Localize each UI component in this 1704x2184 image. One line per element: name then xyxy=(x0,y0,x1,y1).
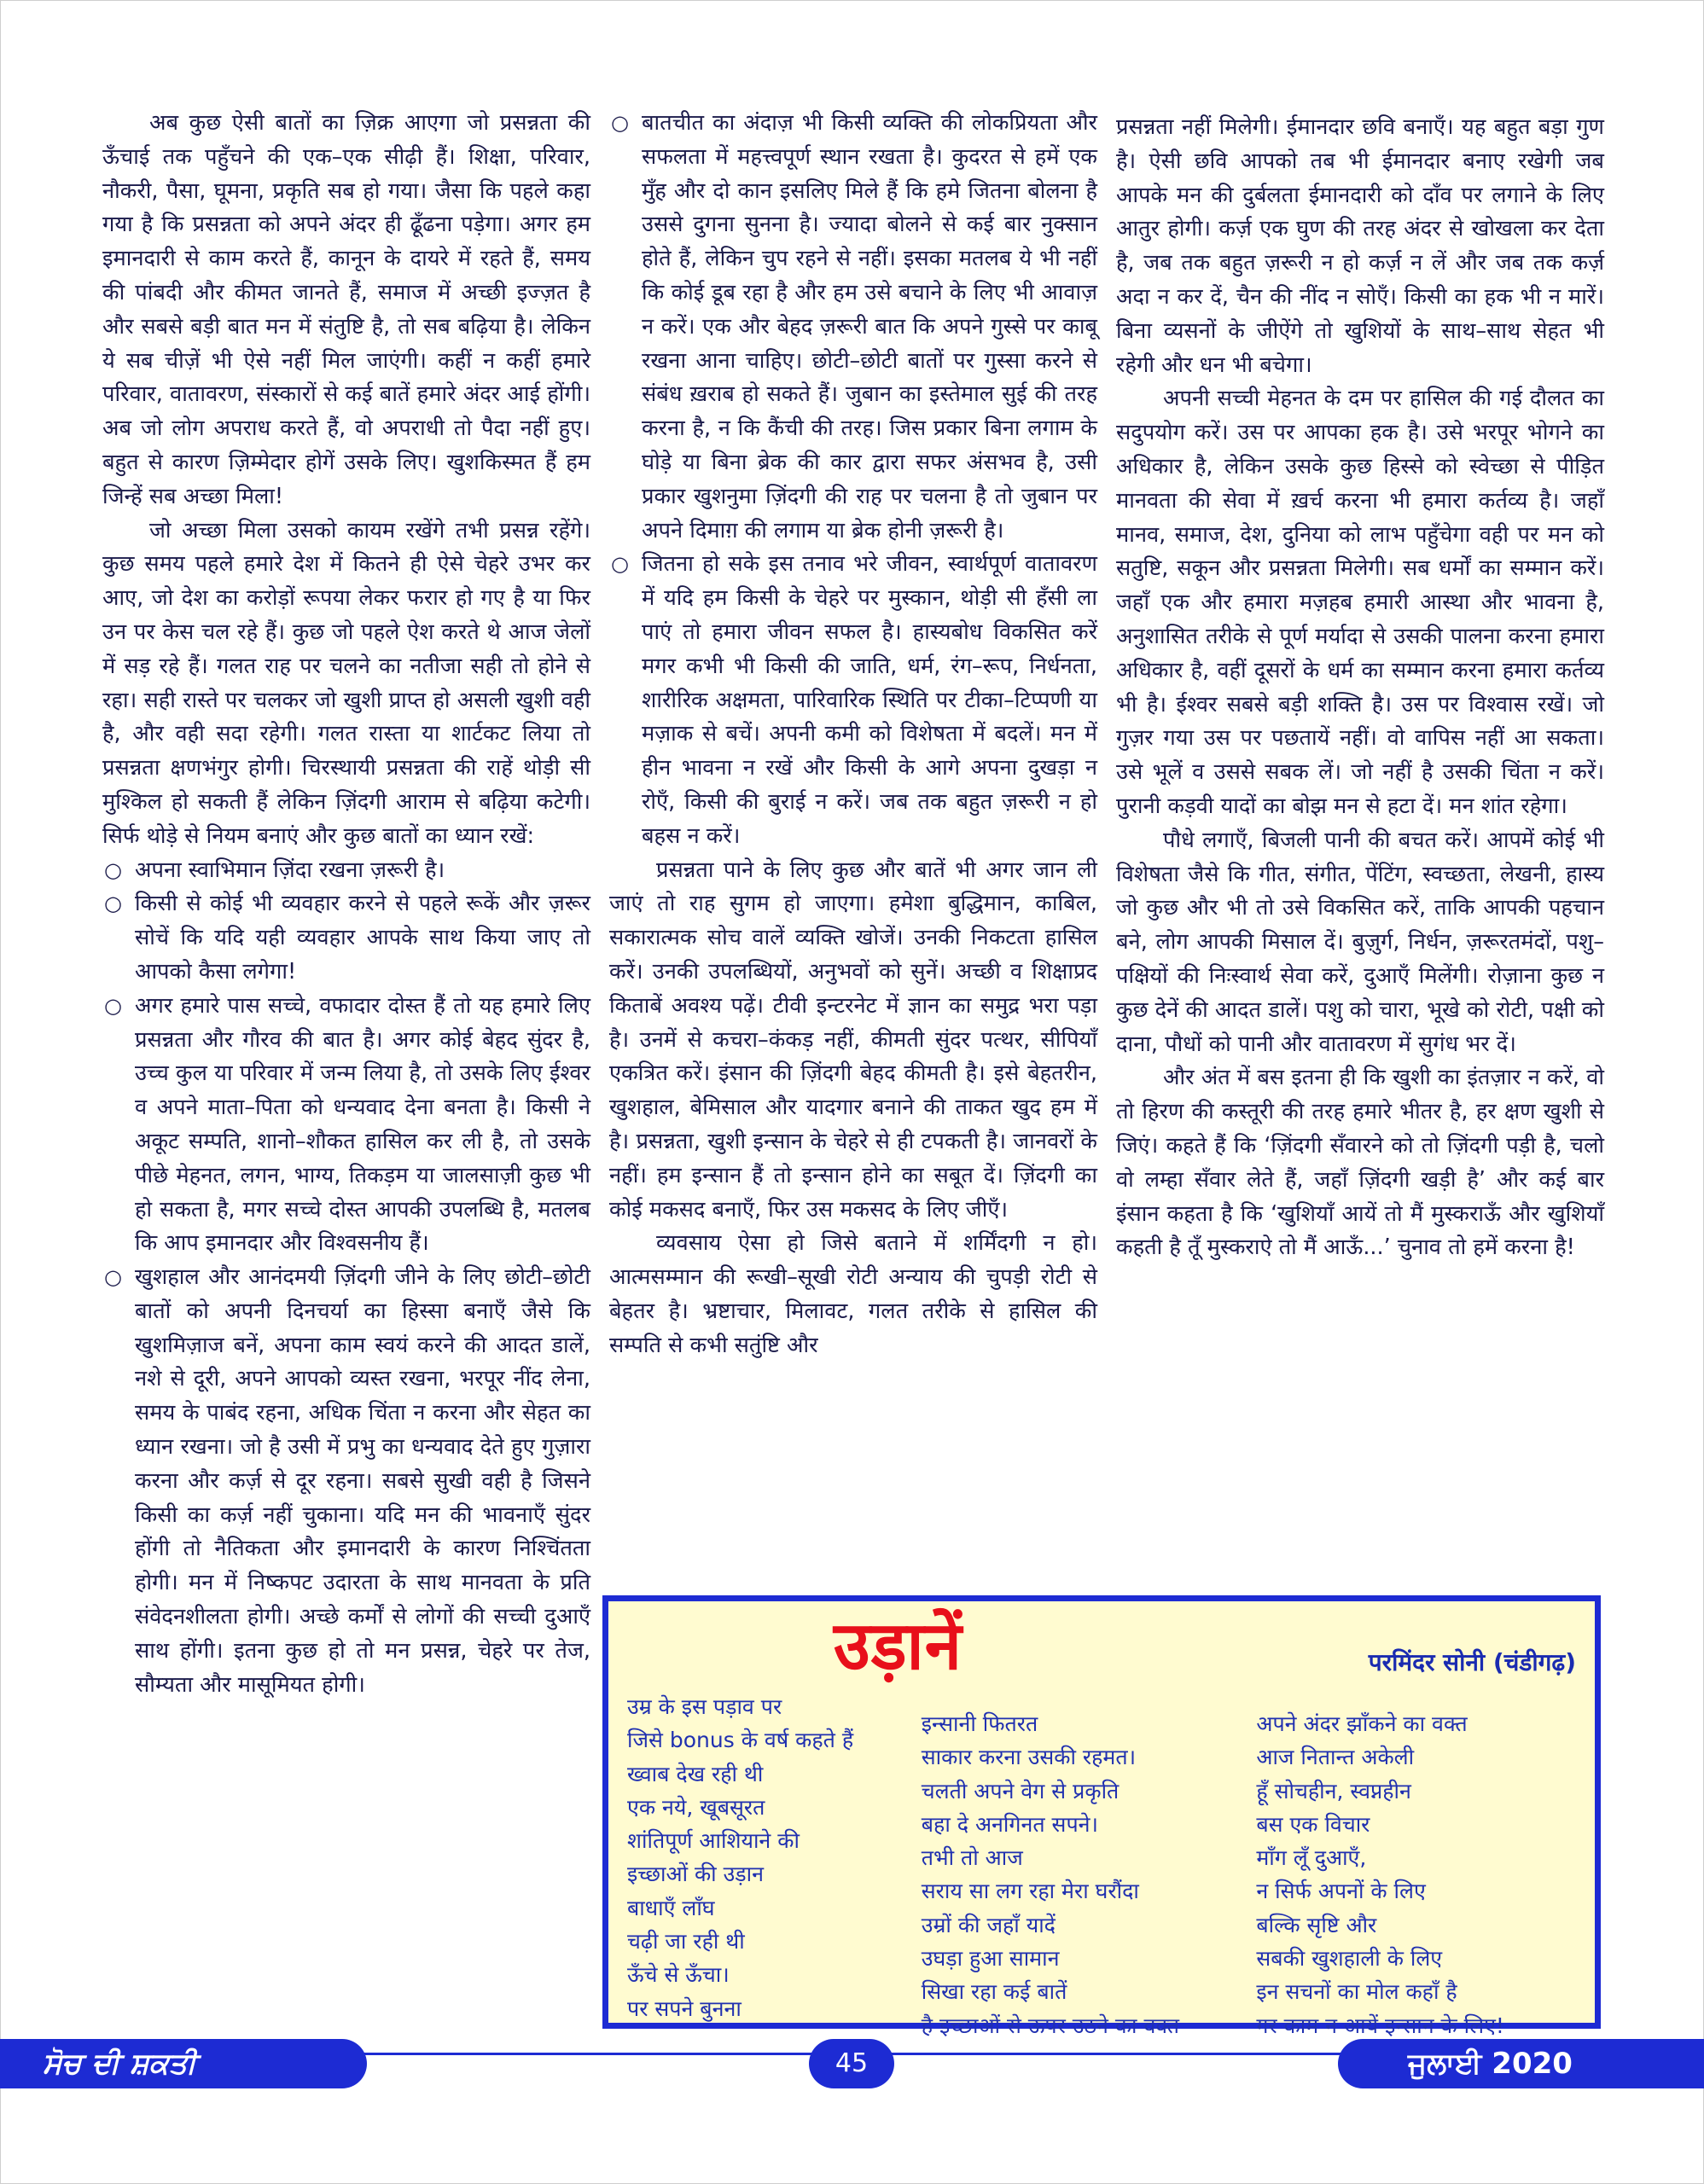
poem-line: बस एक विचार xyxy=(1256,1811,1370,1837)
poem-line: सराय सा लग रहा मेरा घरौंदा xyxy=(921,1879,1139,1904)
bullet-list xyxy=(609,107,1097,854)
poem-line: बल्कि सृष्टि और xyxy=(1256,1912,1377,1937)
list-item xyxy=(102,887,590,989)
paragraph: और अंत में बस इतना ही कि खुशी का इंतज़ार न करें, वो तो हिरण की कस्तूरी की तरह हमारे भीतर है, हर क्षण खुशी से जिएं। कहते हैं कि ‘ज़िंदगी सँवारने को तो ज़िंदगी पड़ी है, चलो वो लम्हा सँवार लेते हैं, जहाँ ज़िंदगी खड़ी है’ और कई बार इंसान कहता है कि ‘खुशियाँ आयें तो मैं मुस्कराऊँ और खुशियाँ कहती है तूँ मुस्कराऐ तो मैं आऊँ...’ चुनाव तो हमें करना है! xyxy=(1116,1065,1604,1261)
bullet-icon: ○ xyxy=(611,111,629,135)
poem-line: उम्र के इस पड़ाव पर xyxy=(627,1694,782,1719)
paragraph: प्रसन्नता पाने के लिए कुछ और बातें भी अगर जान ली जाएं तो राह सुगम हो जाएगा। हमेशा बुद्धिमान, काबिल, सकारात्मक सोच वालें व्यक्ति खोजें। उनकी निकटता हासिल करें। उनकी उपलब्धियों, अनुभवों को सुनें। अच्छी व शिक्षाप्रद किताबें अवश्य पढ़ें। टीवी इन्टरनेट में ज्ञान का समुद्र भरा पड़ा है। उनमें से कचरा–कंकड़ नहीं, कीमती सुंदर पत्थर, सीपियाँ एकत्रित करें। इंसान की ज़िंदगी बेहद कीमती है। इसे बेहतरीन, खुशहाल, बेमिसाल और यादगार बनाने की ताकत खुद हम में है। प्रसन्नता, खुशी इन्सान के चेहरे से ही टपकती है। जानवरों के नहीं। हम इन्सान हैं तो इन्सान होने का सबूत दें। ज़िंदगी का कोई मकसद बनाएँ, फिर उस मकसद के लिए जीएँ। xyxy=(609,857,1097,1223)
poem-line: इन्सानी फितरत xyxy=(921,1711,1038,1736)
poem-line: बहा दे अनगिनत सपने। xyxy=(921,1811,1099,1837)
paragraph: पौधे लगाएँ, बिजली पानी की बचत करें। आपमें कोई भी विशेषता जैसे कि गीत, संगीत, पेंटिंग, स्वच्छता, लेखनी, हास्य जो कुछ और भी तो उसे विकसित करें, ताकि आपकी पहचान बने, लोग आपकी मिसाल दें। बुज़ुर्ग, निर्धन, ज़रूरतमंदों, पशु–पक्षियों की निःस्वार्थ सेवा करें, दुआएँ मिलेंगी। रोज़ाना कुछ न कुछ देनें की आदत डालें। पशु को चारा, भूखे को रोटी, पक्षी को दाना, पौधों को पानी और वातावरण में सुगंध भर दें। xyxy=(1116,827,1604,1057)
bullet-icon: ○ xyxy=(611,552,629,577)
list-item xyxy=(102,854,590,888)
poem-line: सबकी खुशहाली के लिए xyxy=(1256,1946,1443,1972)
poem-box xyxy=(602,1595,1601,2038)
poem-column-2 xyxy=(922,1690,1257,2042)
poem-line: है इच्छाओं से ऊपर उठने का वक्त xyxy=(921,2013,1180,2038)
paragraph: व्यवसाय ऐसा हो जिसे बताने में शर्मिंदगी न हो। आत्मसम्मान की रूखी–सूखी रोटी अन्याय की चुपड़ी रोटी से बेहतर है। भ्रष्टाचार, मिलावट, गलत तरीके से हासिल की सम्पति से कभी सतुंष्टि और xyxy=(609,1230,1097,1358)
poem-author: परमिंदर सोनी (चंडीगढ़) xyxy=(1368,1648,1576,1676)
poem-line: चलती अपने वेग से प्रकृति xyxy=(921,1778,1120,1804)
footer-magazine-name: ਸੋਚ ਦੀ ਸ਼ਕਤੀ xyxy=(0,2039,367,2088)
list-item-text: अगर हमारे पास सच्चे, वफादार दोस्त हैं तो यह हमारे लिए प्रसन्नता और गौरव की बात है। अगर कोई बेहद सुंदर है, उच्च कुल या परिवार में जन्म लिया है, तो उसके लिए ईश्वर व अपने माता–पिता को धन्यवाद देना बनता है। किसी ने अकूट सम्पति, शानो–शौकत हासिल कर ली है, तो उसके पीछे मेहनत, लगन, भाग्य, तिकड़म या जालसाज़ी कुछ भी हो सकता है, मगर सच्चे दोस्त आपकी उपलब्धि है, मतलब कि आप इमानदार और विश्वसनीय हैं। xyxy=(135,992,590,1257)
poem-line: एक नये, खूबसूरत xyxy=(627,1794,765,1820)
list-item-text: किसी से कोई भी व्यवहार करने से पहले रूकें और ज़रूर सोचें कि यदि यही व्यवहार आपके साथ किया जाए तो आपको कैसा लगेगा! xyxy=(135,891,590,985)
list-item-text: खुशहाल और आनंदमयी ज़िंदगी जीने के लिए छोटी–छोटी बातों को अपनी दिनचर्या का हिस्सा बनाएँ जैसे कि खुशमिज़ाज बनें, अपना काम स्वयं करने की आदत डालें, नशे से दूरी, अपने आपको व्यस्त रखना, भरपूर नींद लेना, समय के पाबंद रहना, अधिक चिंता न करना और सेहत का ध्यान रखना। जो है उसी में प्रभु का धन्यवाद देते हुए गुज़ारा करना और कर्ज़ से दूर रहना। सबसे सुखी वही है जिसने किसी का कर्ज़ नहीं चुकाना। यदि मन की भावनाएँ सुंदर होंगी तो नैतिकता और इमानदारी के कारण निश्चिंतता होगी। मन में निष्कपट उदारता के साथ मानवता के प्रति संवेदनशीलता होगी। अच्छे कर्मों से लोगों की सच्ची दुआएँ साथ होंगी। इतना कुछ हो तो मन प्रसन्न, चेहरे पर तेज, सौम्यता और मासूमियत होगी। xyxy=(135,1264,590,1698)
poem-line: पर सपने बुनना xyxy=(627,1995,742,2021)
poem-columns xyxy=(627,1690,1579,2042)
column-1 xyxy=(102,107,590,1698)
poem-line: अपने अंदर झाँकने का वक्त xyxy=(1256,1711,1468,1736)
poem-line: सिखा रहा कई बातें xyxy=(921,1979,1067,2005)
paragraph: अपनी सच्ची मेहनत के दम पर हासिल की गई दौलत का सदुपयोग करें। उस पर आपका हक है। उसे भरपूर भोगने का अधिकार है, लेकिन उसके कुछ हिस्से को स्वेच्छा से पीड़ित मानवता की सेवा में ख़र्च करना भी हमारा कर्तव्य है। जहाँ मानव, समाज, देश, दुनिया को लाभ पहुँचेगा वही पर मन को सतुष्टि, सकून और प्रसन्नता मिलेगी। सब धर्मों का सम्मान करें। जहाँ एक और हमारा मज़हब हमारी आस्था और भावना है, अनुशासित तरीके से पूर्ण मर्यादा से उसकी पालना करना हमारा अधिकार है, वहीं दूसरों के धर्म का सम्मान करना हमारा कर्तव्य भी है। ईश्वर सबसे बड़ी शक्ति है। उस पर विश्वास रखें। जो गुज़र गया उस पर पछतायें नहीं। वो वापिस नहीं आ सकता। उसे भूलें व उससे सबक लें। जो नहीं है उसकी चिंता न करें। पुरानी कड़वी यादों का बोझ मन से हटा दें। मन शांत रहेगा। xyxy=(1116,386,1604,819)
bullet-icon: ○ xyxy=(104,1265,122,1290)
poem-line: गर काम न आयें इन्सान के लिए! xyxy=(1256,2013,1504,2038)
poem-column-3 xyxy=(1256,1690,1579,2042)
poem-line: चढ़ी जा रही थी xyxy=(627,1929,745,1955)
poem-line: न सिर्फ अपनों के लिए xyxy=(1256,1879,1426,1904)
poem-line: जिसे bonus के वर्ष कहते हैं xyxy=(627,1728,854,1753)
list-item xyxy=(102,990,590,1261)
poem-line: साकार करना उसकी रहमत। xyxy=(921,1745,1137,1770)
paragraph: जो अच्छा मिला उसको कायम रखेंगे तभी प्रसन्न रहेंगे। कुछ समय पहले हमारे देश में कितने ही ऐसे चेहरे उभर कर आए, जो देश का करोड़ों रूपया लेकर फरार हो गए है या फिर उन पर केस चल रहे हैं। कुछ जो पहले ऐश करते थे आज जेलों में सड़ रहे हैं। गलत राह पर चलने का नतीजा सही तो होने से रहा। सही रास्ते पर चलकर जो खुशी प्राप्त हो असली खुशी वही है, और वही सदा रहेगी। गलत रास्ता या शार्टकट लिया तो प्रसन्नता क्षणभंगुर होगी। चिरस्थायी प्रसन्नता की राहें थोड़ी सी मुश्किल हो सकती हैं लेकिन ज़िंदगी आराम से बढ़िया कटेगी। सिर्फ थोड़े से नियम बनाएं और कुछ बातों का ध्यान रखें: xyxy=(102,517,590,849)
poem-line: तभी तो आज xyxy=(921,1845,1023,1871)
bullet-icon: ○ xyxy=(104,857,122,882)
column-3 xyxy=(1116,111,1604,1595)
column-2 xyxy=(609,107,1097,1595)
list-item xyxy=(102,1261,590,1702)
poem-line: हूँ सोचहीन, स्वप्नहीन xyxy=(1256,1778,1411,1804)
poem-title: उड़ानें xyxy=(834,1608,962,1685)
list-item xyxy=(609,548,1097,853)
list-item-text: जितना हो सके इस तनाव भरे जीवन, स्वार्थपूर्ण वातावरण में यदि हम किसी के चेहरे पर मुस्कान, थोड़ी सी हँसी ला पाएं तो हमारा जीवन सफल है। हास्यबोध विकसित करें मगर कभी भी किसी की जाति, धर्म, रंग–रूप, निर्धनता, शारीरिक अक्षमता, पारिवारिक स्थिति पर टीका–टिप्पणी या मज़ाक से बचें। अपनी कमी को विशेषता में बदलें। मन में हीन भावना न रखें और किसी के आगे अपना दुखड़ा न रोएँ, किसी की बुराई न करें। जब तक बहुत ज़रूरी न हो बहस न करें। xyxy=(642,551,1097,849)
list-item-text: बातचीत का अंदाज़ भी किसी व्यक्ति की लोकप्रियता और सफलता में महत्त्वपूर्ण स्थान रखता है। कुदरत से हमें एक मुँह और दो कान इसलिए मिले हैं कि हमे जितना बोलना है उससे दुगना सुनना है। ज्यादा बोलने से कई बार नुक्सान होते हैं, लेकिन चुप रहने से नहीं। इसका मतलब ये भी नहीं कि कोई डूब रहा है और हम उसे बचाने के लिए भी आवाज़ न करें। एक और बेहद ज़रूरी बात कि अपने गुस्से पर काबू रखना आना चाहिए। छोटी–छोटी बातों पर गुस्सा करने से संबंध ख़राब हो सकते हैं। जुबान का इस्तेमाल सुई की तरह करना है, न कि कैंची की तरह। जिस प्रकार बिना लगाम के घोड़े या बिना ब्रेक की कार द्वारा सफर अंसभव है, उसी प्रकार खुशनुमा ज़िंदगी की राह पर चलना है तो जुबान पर अपने दिमाग़ की लगाम या ब्रेक होनी ज़रूरी है। xyxy=(642,110,1097,543)
poem-line: आज नितान्त अकेली xyxy=(1256,1745,1415,1770)
poem-line: इन सचनों का मोल कहाँ है xyxy=(1256,1979,1457,2005)
bullet-list xyxy=(102,854,590,1703)
bullet-icon: ○ xyxy=(104,993,122,1018)
paragraph: अब कुछ ऐसी बातों का ज़िक्र आएगा जो प्रसन्नता की ऊँचाई तक पहुँचने की एक–एक सीढ़ी हैं। शिक्षा, परिवार, नौकरी, पैसा, घूमना, प्रकृति सब हो गया। जैसा कि पहले कहा गया है कि प्रसन्नता को अपने अंदर ही ढूँढना पड़ेगा। अगर हम इमानदारी से काम करते हैं, कानून के दायरे में रहते हैं, समय की पांबदी और कीमत जानते हैं, समाज में अच्छी इज्ज़त है और सबसे बड़ी बात मन में संतुष्टि है, तो सब बढ़िया है। लेकिन ये सब चीज़ें भी ऐसे नहीं मिल जाएंगी। कहीं न कहीं हमारे परिवार, वातावरण, संस्कारों से कई बातें हमारे अंदर आई होंगी। अब जो लोग अपराध करते हैं, वो अपराधी तो पैदा नहीं हुए। बहुत से कारण ज़िम्मेदार होगें उसके लिए। खुशकिस्मत हैं हम जिन्हें सब अच्छा मिला! xyxy=(102,110,590,509)
poem-line: ख्वाब देख रही थी xyxy=(627,1761,764,1786)
paragraph: प्रसन्नता नहीं मिलेगी। ईमानदार छवि बनाएँ। यह बहुत बड़ा गुण है। ऐसी छवि आपको तब भी ईमानदार बनाए रखेगी जब आपके मन की दुर्बलता ईमानदारी को दाँव पर लगाने के लिए आतुर होगी। कर्ज़ एक घुण की तरह अंदर से खोखला कर देता है, जब तक बहुत ज़रूरी न हो कर्ज़ न लें और जब तक कर्ज़ अदा न कर दें, चैन की नींद न सोएँ। किसी का हक भी न मारें। बिना व्यसनों के जीऐंगे तो खुशियों के साथ–साथ सेहत भी रहेगी और धन भी बचेगा। xyxy=(1116,114,1604,378)
list-item xyxy=(609,107,1097,548)
bullet-icon: ○ xyxy=(104,892,122,916)
poem-line: इच्छाओं की उड़ान xyxy=(627,1862,765,1887)
list-item-text: अपना स्वाभिमान ज़िंदा रखना ज़रूरी है। xyxy=(135,857,445,883)
poem-line: माँग लूँ दुआएँ, xyxy=(1256,1845,1367,1871)
footer-issue-date: ਜੁਲਾਈ 2020 xyxy=(1338,2039,1704,2088)
poem-column-1 xyxy=(627,1690,922,2042)
poem-line: उम्रों की जहाँ यादें xyxy=(921,1912,1056,1937)
poem-line: शांतिपूर्ण आशियाने की xyxy=(627,1828,800,1854)
poem-line: उघड़ा हुआ सामान xyxy=(921,1946,1060,1972)
poem-line: बाधाएँ लाँघ xyxy=(627,1895,715,1920)
page-number: 45 xyxy=(809,2039,894,2088)
poem-line: ऊँचे से ऊँचा। xyxy=(627,1962,730,1988)
